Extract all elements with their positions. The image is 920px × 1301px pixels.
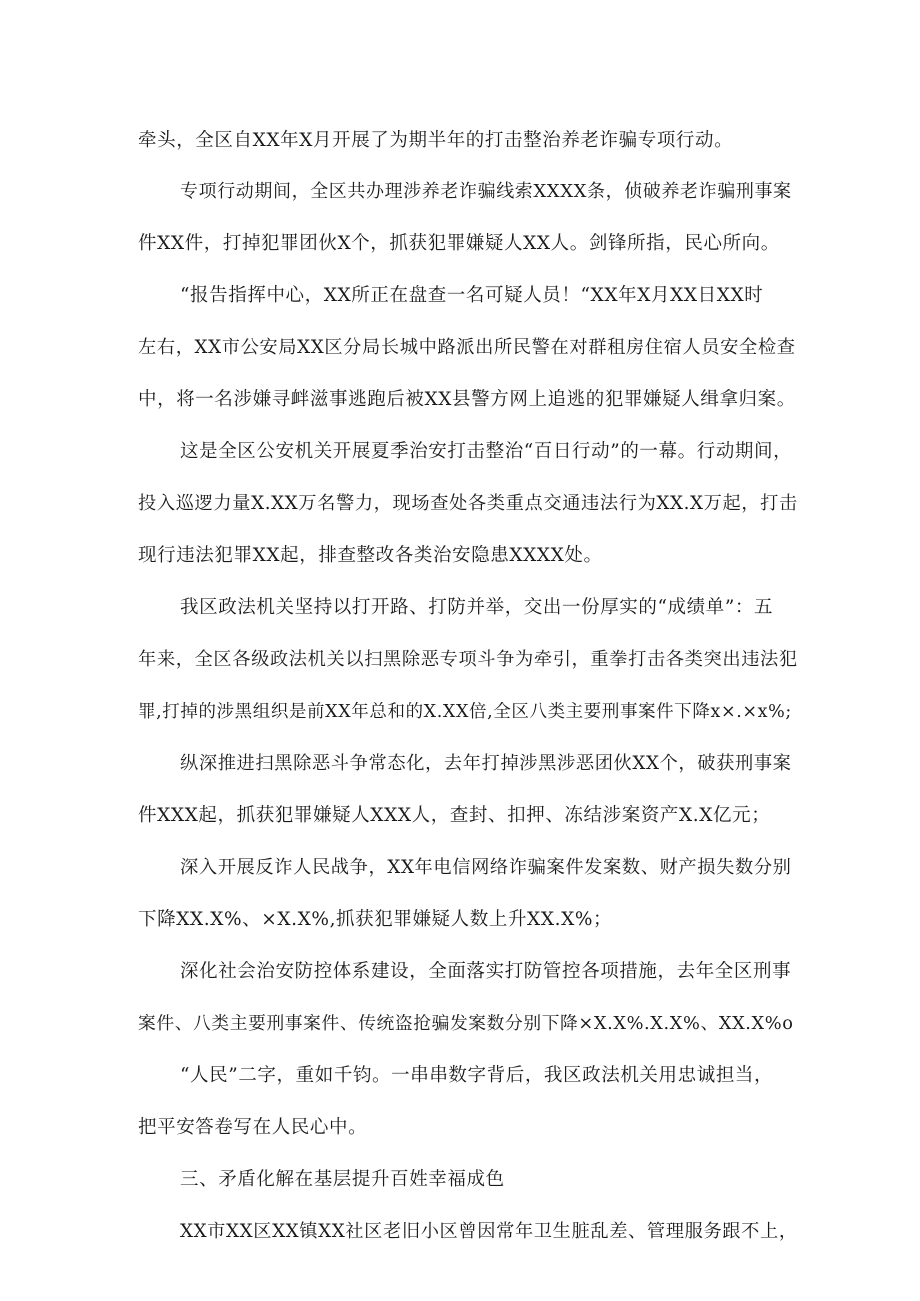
paragraph-line: 案件、八类主要刑事案件、传统盗抢骗发案数分别下降×X.X%.X.X%、XX.X%o [138, 1014, 794, 1034]
paragraph-line: 我区政法机关坚持以打开路、打防并举，交出一份厚实的“成绩单”：五 [180, 597, 774, 618]
paragraph-line: 深化社会治安防控体系建设，全面落实打防管控各项措施，去年全区刑事 [180, 961, 792, 982]
paragraph-line: 这是全区公安机关开展夏季治安打击整治“百日行动”的一幕。行动期间， [180, 441, 793, 462]
paragraph-line: 牵头，全区自XX年X月开展了为期半年的打击整治养老诈骗专项行动。 [138, 130, 734, 151]
paragraph-line: XX市XX区XX镇XX社区老旧小区曾因常年卫生脏乱差、管理服务跟不上， [180, 1221, 798, 1242]
paragraph-line: 中，将一名涉嫌寻衅滋事逃跑后被XX县警方网上追逃的犯罪嫌疑人缉拿归案。 [138, 389, 796, 410]
paragraph-line: “报告指挥中心，XX所正在盘查一名可疑人员！“XX年X月XX日XX时 [180, 285, 764, 306]
paragraph-line: “人民”二字，重如千钧。一串串数字背后，我区政法机关用忠诚担当， [180, 1065, 774, 1086]
paragraph-line: 年来，全区各级政法机关以扫黑除恶专项斗争为牵引，重拳打击各类突出违法犯 [138, 649, 798, 670]
paragraph-line: 深入开展反诈人民战争，XX年电信网络诈骗案件发案数、财产损失数分别 [180, 857, 792, 878]
paragraph-line: 件XX件，打掉犯罪团伙X个，抓获犯罪嫌疑人XX人。剑锋所指，民心所向。 [138, 233, 780, 254]
paragraph-line: 下降XX.X%、×X.X%,抓获犯罪嫌疑人数上升XX.X%； [138, 909, 613, 930]
paragraph-line: 左右，XX市公安局XX区分局长城中路派出所民警在对群租房住宿人员安全检查 [138, 337, 796, 358]
paragraph-line: 投入巡逻力量X.XX万名警力，现场查处各类重点交通违法行为XX.X万起，打击 [138, 493, 798, 514]
paragraph-line: 纵深推进扫黑除恶斗争常态化，去年打掉涉黑涉恶团伙XX个，破获刑事案 [180, 753, 792, 774]
paragraph-line: 罪,打掉的涉黑组织是前XX年总和的X.XX倍,全区八类主要刑事案件下降x×.×x%; [138, 702, 792, 722]
paragraph-line: 件XXX起，抓获犯罪嫌疑人XXX人，查封、扣押、冻结涉案资产X.X亿元； [138, 805, 771, 826]
section-heading: 三、矛盾化解在基层提升百姓幸福成色 [180, 1169, 505, 1190]
paragraph-line: 专项行动期间，全区共办理涉养老诈骗线索XXXX条，侦破养老诈骗刑事案 [180, 181, 792, 202]
paragraph-line: 把平安答卷写在人民心中。 [138, 1117, 368, 1138]
paragraph-line: 现行违法犯罪XX起，排查整改各类治安隐患XXXX处。 [138, 545, 603, 566]
